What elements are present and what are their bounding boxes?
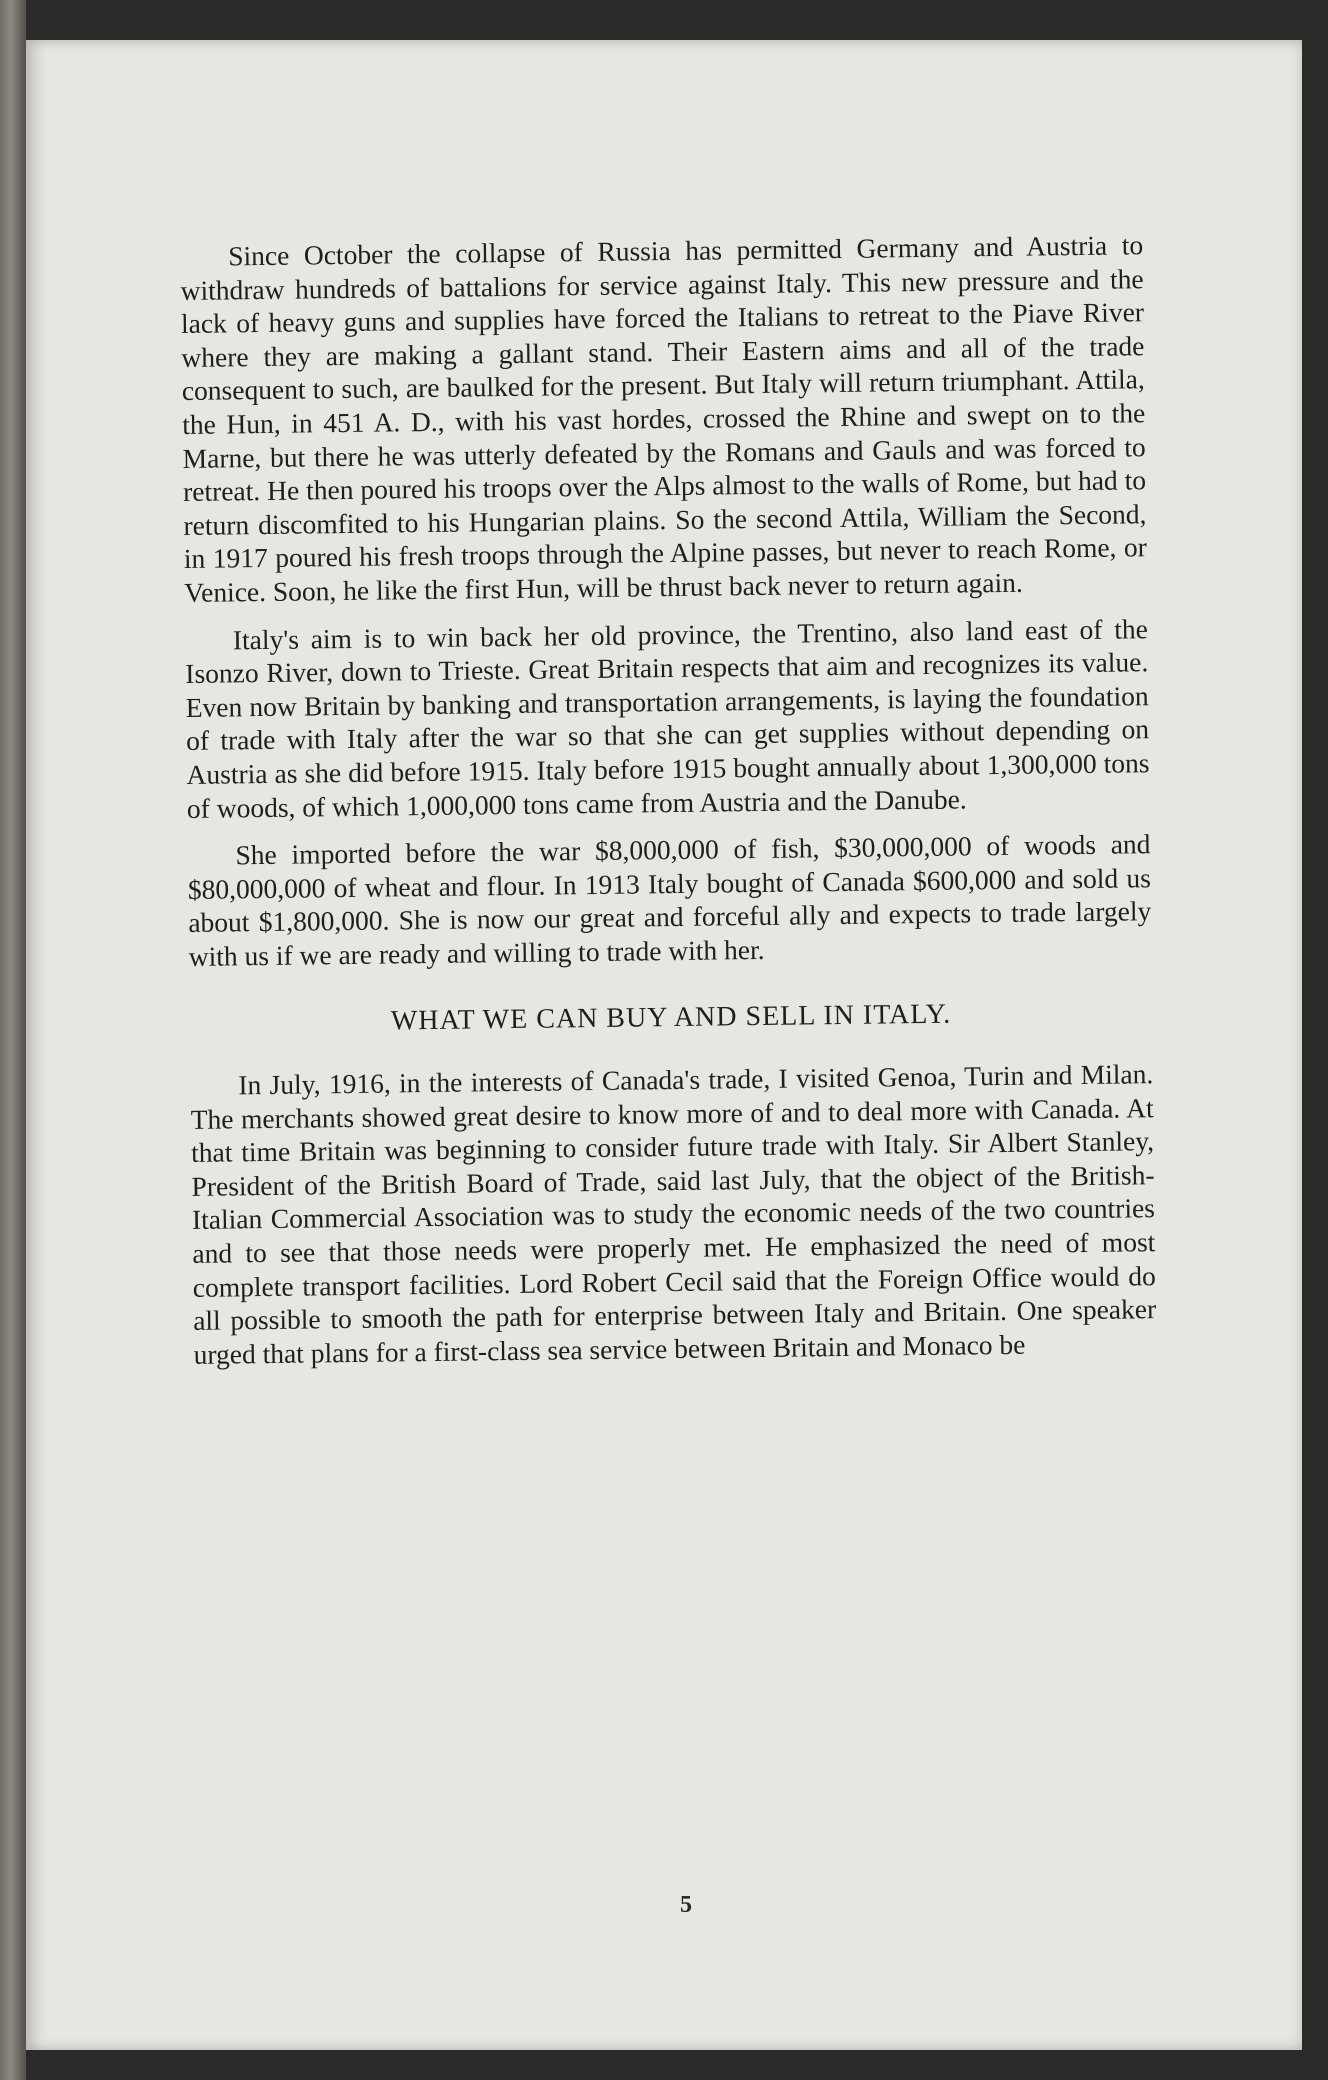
paragraph-italy-aim: Italy's aim is to win back her old province, the Trentino, also land east of the Isonzo River, down to Trieste. Great Britain respects that aim and recognizes its value. Even now Britain by banking and transportation arrangements, is laying the foundation of trade with Italy after the war so that she can get supplies without depending on Austria as she did before 1915. Italy before 1915 bought annually about 1,300,000 tons of woods, of which 1,000,000 tons came from Austria and the Danube.	[185, 612, 1150, 824]
paragraph-imports: She imported before the war $8,000,000 of fish, $30,000,000 of woods and $80,000,000 of wheat and flour. In 1913 Italy bought of Canada $600,000 and sold us about $1,800,000. She is now our great and forceful ally and expects to trade largely with us if we are ready and willing to trade with her.	[187, 828, 1152, 972]
page-body	[180, 228, 1157, 1385]
scan-edge	[0, 0, 26, 2080]
page-number: 5	[680, 1892, 692, 1918]
section-heading: WHAT WE CAN BUY AND SELL IN ITALY.	[390, 999, 952, 1037]
paragraph-russia-collapse: Since October the collapse of Russia has permitted Germany and Austria to withdraw hundreds of battalions for service against Italy. This new pressure and the lack of heavy guns and supplies have forced the Italians to retreat to the Piave River where they are making a gallant stand. Their Eastern aims and all of the trade consequent to such, are baulked for the present. But Italy will return triumphant. Attila, the Hun, in 451 A. D., with his vast hordes, crossed the Rhine and swept on to the Marne, but there he was utterly defeated by the Romans and Gauls and was forced to retreat. He then poured his troops over the Alps almost to the walls of Rome, but had to return discomfited to his Hungarian plains. So the second Attila, William the Second, in 1917 poured his fresh troops through the Alpine passes, but never to reach Rome, or Venice. Soon, he like the first Hun, will be thrust back never to return again.	[180, 229, 1148, 608]
paragraph-july-visit: In July, 1916, in the interests of Canada's trade, I visited Genoa, Turin and Milan. The merchants showed great desire to know more of and to deal more with Canada. At that time Britain was beginning to consider future trade with Italy. Sir Albert Stanley, President of the British Board of Trade, said last July, that the object of the British-Italian Commercial Association was to study the economic needs of the two countries and to see that those needs were properly met. He emphasized the need of most complete transport facilities. Lord Robert Cecil said that the Foreign Office would do all possible to smooth the path for enterprise between Italy and Britain. One speaker urged that plans for a first-class sea service between Britain and Monaco be	[190, 1058, 1157, 1370]
document-page	[26, 40, 1302, 2050]
